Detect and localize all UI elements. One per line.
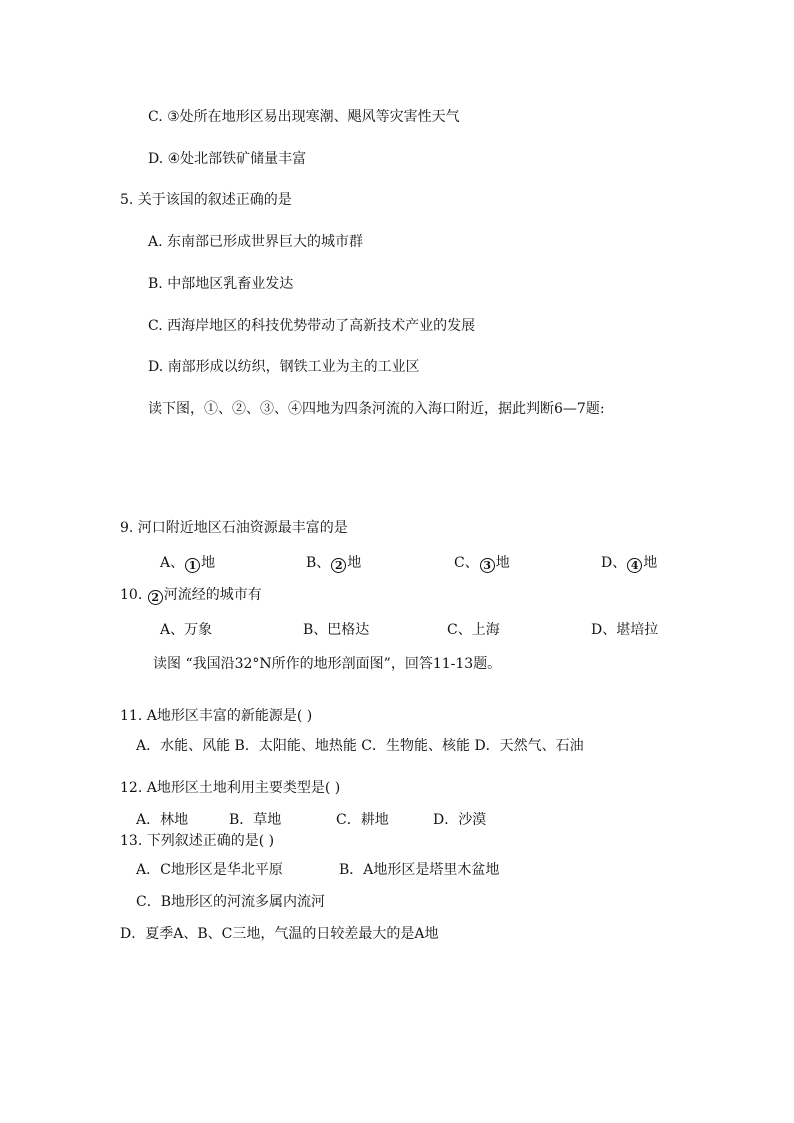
- q13-option-b: B．A地形区是塔里木盆地: [339, 862, 500, 878]
- q9-option-b-suffix: 地: [347, 555, 362, 571]
- q9-option-c-prefix: C、: [454, 555, 479, 571]
- q12-option-c: C．耕地: [336, 812, 389, 828]
- intro-questions-11-13: 读图 “我国沿32°N所作的地形剖面图”，回答11-13题。: [153, 656, 502, 672]
- q5-option-a: A. 东南部已形成世界巨大的城市群: [148, 234, 364, 250]
- circled-number-icon: 1: [185, 558, 200, 573]
- q13-option-c: C．B地形区的河流多属内流河: [136, 894, 325, 910]
- question-10: [120, 585, 262, 605]
- q9-option-d-prefix: D、: [601, 555, 627, 571]
- q9-option-a-suffix: 地: [201, 555, 216, 571]
- question-10-number: 10.: [120, 587, 147, 603]
- q9-option-d: [601, 553, 657, 573]
- q5-option-d: D. 南部形成以纺织，钢铁工业为主的工业区: [148, 359, 420, 375]
- q10-option-c: C、上海: [447, 622, 500, 638]
- q9-option-c-suffix: 地: [495, 555, 510, 571]
- q13-option-d: D．夏季A、B、C三地，气温的日较差最大的是A地: [120, 926, 439, 942]
- q5-option-b: B. 中部地区乳畜业发达: [148, 276, 294, 292]
- q9-option-b-prefix: B、: [306, 555, 331, 571]
- circled-number-icon: 2: [148, 590, 163, 605]
- circled-number-icon: 3: [480, 558, 495, 573]
- q10-option-b: B、巴格达: [303, 622, 370, 638]
- question-13: 13. 下列叙述正确的是( ): [120, 833, 275, 849]
- q9-option-a: [160, 553, 215, 573]
- q9-option-c: [454, 553, 510, 573]
- q12-option-b: B．草地: [229, 812, 282, 828]
- q12-option-d: D．沙漠: [433, 812, 487, 828]
- question-5: 5. 关于该国的叙述正确的是: [120, 192, 292, 208]
- intro-questions-6-7: 读下图，①、②、③、④四地为四条河流的入海口附近，据此判断6—7题:: [148, 401, 605, 417]
- q9-option-a-prefix: A、: [160, 555, 185, 571]
- q12-option-a: A．林地: [136, 812, 189, 828]
- q5-option-c: C. 西海岸地区的科技优势带动了高新技术产业的发展: [148, 318, 476, 334]
- q9-option-b: [306, 553, 361, 573]
- circled-number-icon: 2: [331, 558, 346, 573]
- q10-option-d: D、堪培拉: [591, 622, 659, 638]
- question-9: 9. 河口附近地区石油资源最丰富的是: [120, 520, 348, 536]
- q13-option-a: A．C地形区是华北平原: [136, 862, 283, 878]
- q4-option-c: C. ③处所在地形区易出现寒潮、飓风等灾害性天气: [148, 109, 460, 125]
- q9-option-d-suffix: 地: [643, 555, 658, 571]
- circled-number-icon: 4: [627, 558, 642, 573]
- q4-option-d: D. ④处北部铁矿储量丰富: [148, 151, 307, 167]
- question-10-text: 河流经的城市有: [163, 587, 262, 603]
- question-12: 12. A地形区土地利用主要类型是( ): [120, 780, 341, 796]
- q11-options: A．水能、风能 B．太阳能、地热能 C．生物能、核能 D．天然气、石油: [136, 738, 584, 754]
- q10-option-a: A、万象: [160, 622, 213, 638]
- question-11: 11. A地形区丰富的新能源是( ): [120, 708, 313, 724]
